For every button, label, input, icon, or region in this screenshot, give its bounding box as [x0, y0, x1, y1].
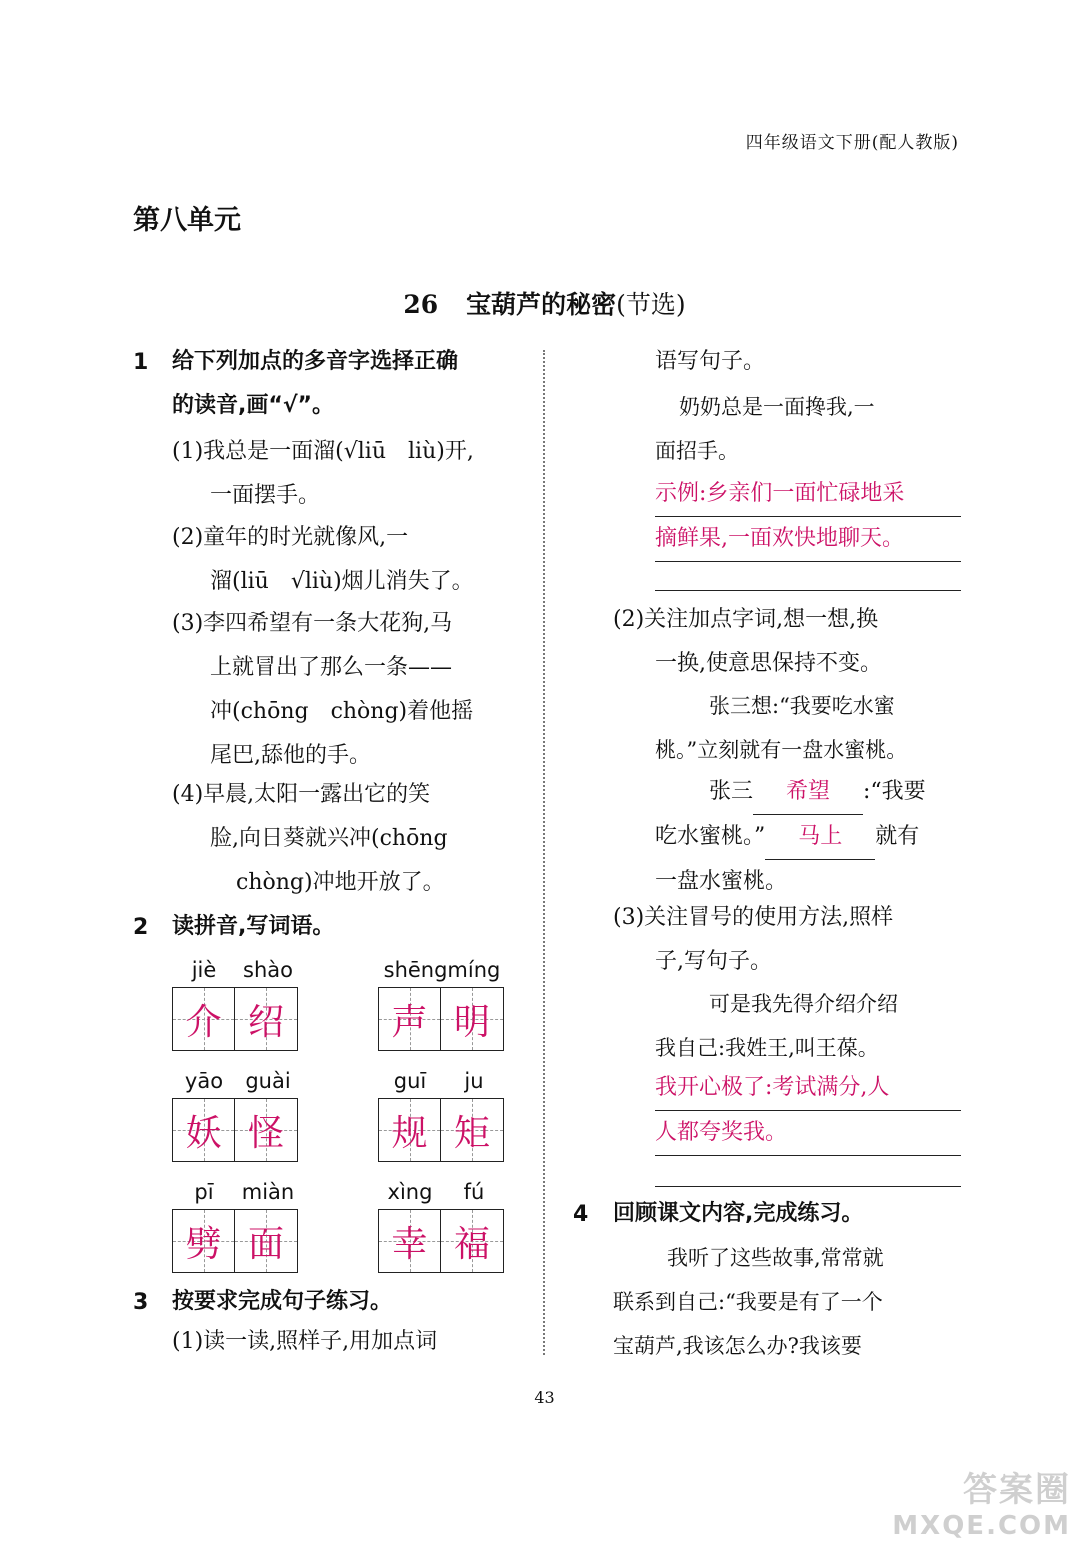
example-line: 桃。”立刻就有一盘水蜜桃。 [655, 738, 908, 762]
example-line: 我自己:我姓王,叫王葆。 [655, 1036, 879, 1060]
fill-text: 就有 [875, 824, 920, 849]
pinyin-syllable: fú [463, 1180, 485, 1204]
lesson-suffix: (节选) [616, 290, 686, 319]
intro-line: (3)关注冒号的使用方法,照样 [613, 905, 894, 930]
q3-item-3-example [655, 982, 898, 1070]
q1-item-3-line: 冲(chōng chòng)着他摇 [210, 699, 474, 724]
writing-grid [378, 987, 504, 1051]
q3-item-1-answer [655, 472, 961, 562]
q3-item-1-example [655, 385, 875, 473]
page-header: 四年级语文下册(配人教版) [745, 133, 959, 153]
answer-line: 示例:乡亲们一面忙碌地采 [655, 472, 961, 517]
watermark-url: MXQE.COM [892, 1511, 1071, 1541]
example-line: 面招手。 [655, 439, 739, 463]
pinyin-syllable: guài [245, 1069, 291, 1093]
lesson-name: 宝葫芦的秘密 [466, 290, 617, 319]
grid-cell: 明 [441, 988, 503, 1050]
q1-item-2-line: 溜(liū √liù)烟儿消失了。 [210, 569, 474, 594]
grid-cell: 面 [235, 1210, 297, 1272]
grid-cell: 声 [379, 988, 441, 1050]
intro-line: (2)关注加点字词,想一想,换 [613, 607, 879, 632]
q1-item-4-line: (4)早晨,太阳一露出它的笑 [172, 782, 431, 807]
writing-grid [172, 1209, 298, 1273]
unit-title: 第八单元 [133, 205, 241, 236]
watermark-logo [892, 1472, 1071, 1544]
q1-item-2-line: (2)童年的时光就像风,一 [172, 525, 409, 550]
q4-text-line: 联系到自己:“我要是有了一个 [613, 1290, 883, 1314]
q4-text [613, 1236, 884, 1368]
answer-blank-line [655, 590, 961, 591]
fill-text: :“我要 [863, 779, 926, 804]
q1-item-4 [172, 773, 448, 905]
q1-title-line: 给下列加点的多音字选择正确 [172, 349, 459, 374]
answer-line: 人都夸奖我。 [655, 1111, 961, 1156]
q4-title: 回顾课文内容,完成练习。 [613, 1201, 864, 1226]
grid-cell: 介 [173, 988, 235, 1050]
intro-line: 一换,使意思保持不变。 [655, 651, 882, 676]
pinyin-label [378, 1069, 506, 1093]
watermark-text: 答案圈 [963, 1470, 1071, 1510]
q3-item-2-fill [655, 770, 926, 904]
writing-grid [172, 987, 298, 1051]
q1-item-3-line: 尾巴,舔他的手。 [210, 743, 371, 768]
page-number: 43 [534, 1388, 555, 1407]
pinyin-syllable: pī [194, 1180, 214, 1204]
grid-cell: 怪 [235, 1099, 297, 1161]
example-line: 张三想:“我要吃水蜜 [709, 694, 895, 718]
q3-item-2-example [655, 684, 907, 772]
pinyin-label [378, 1180, 506, 1204]
q1-item-3-line: (3)李四希望有一条大花狗,马 [172, 611, 453, 636]
fill-text: 一盘水蜜桃。 [655, 869, 788, 894]
q1-title [172, 340, 458, 428]
q3-item-2-intro [613, 598, 882, 686]
grid-cell: 幸 [379, 1210, 441, 1272]
q3-item-3-answer [655, 1066, 961, 1156]
fill-text: 张三 [709, 779, 754, 804]
q1-item-3-line: 上就冒出了那么一条—— [210, 655, 453, 680]
lesson-number: 26 [403, 290, 439, 319]
q1-item-1 [172, 430, 474, 518]
q3-number: 3 [133, 1290, 149, 1315]
pinyin-syllable: miàn [241, 1180, 295, 1204]
q4-text-line: 宝葫芦,我该怎么办?我该要 [613, 1334, 862, 1358]
pinyin-syllable: xìng [387, 1180, 433, 1204]
q1-item-3 [172, 602, 473, 778]
grid-cell: 福 [441, 1210, 503, 1272]
q1-item-4-line: 脸,向日葵就兴冲(chōng [210, 826, 448, 851]
answer-line: 我开心极了:考试满分,人 [655, 1066, 961, 1111]
pinyin-label [172, 1180, 300, 1204]
fill-text: 吃水蜜桃。” [655, 824, 766, 849]
pinyin-label [172, 958, 300, 982]
q1-item-4-line: chòng)冲地开放了。 [236, 870, 445, 895]
q2-title: 读拼音,写词语。 [172, 914, 335, 939]
fill-blank-2: 马上 [765, 815, 875, 860]
grid-cell: 矩 [441, 1099, 503, 1161]
answer-line: 摘鲜果,一面欢快地聊天。 [655, 517, 961, 562]
q1-item-1-line: 一面摆手。 [210, 483, 321, 508]
q1-item-1-line: (1)我总是一面溜(√liū liù)开, [172, 439, 474, 464]
pinyin-syllable: ju [464, 1069, 484, 1093]
q4-text-line: 我听了这些故事,常常就 [667, 1246, 884, 1270]
grid-cell: 妖 [173, 1099, 235, 1161]
q1-title-line: 的读音,画“√”。 [172, 393, 334, 418]
pinyin-syllable: shào [243, 958, 293, 982]
q3-item-3-intro [613, 896, 893, 984]
pinyin-syllable: yāo [184, 1069, 224, 1093]
q2-number: 2 [133, 915, 149, 940]
q3-item-1-intro: (1)读一读,照样子,用加点词 [172, 1329, 438, 1354]
q1-item-2 [172, 516, 474, 604]
q3-item-1-intro-cont: 语写句子。 [655, 349, 766, 374]
answer-blank-line [655, 1186, 961, 1187]
pinyin-syllable: guī [393, 1069, 427, 1093]
lesson-title [0, 285, 1089, 321]
q1-number: 1 [133, 350, 149, 375]
grid-cell: 规 [379, 1099, 441, 1161]
grid-cell: 绍 [235, 988, 297, 1050]
q4-number: 4 [573, 1202, 589, 1227]
writing-grid [172, 1098, 298, 1162]
pinyin-label: shēngmíng [383, 958, 501, 982]
fill-blank-1: 希望 [753, 770, 863, 815]
grid-cell: 劈 [173, 1210, 235, 1272]
writing-grid [378, 1098, 504, 1162]
q3-title: 按要求完成句子练习。 [172, 1289, 393, 1314]
pinyin-label [172, 1069, 300, 1093]
writing-grid [378, 1209, 504, 1273]
example-line: 可是我先得介绍介绍 [709, 992, 898, 1016]
example-line: 奶奶总是一面搀我,一 [679, 395, 875, 419]
column-divider [543, 350, 545, 1355]
pinyin-syllable: jiè [191, 958, 217, 982]
intro-line: 子,写句子。 [655, 949, 772, 974]
